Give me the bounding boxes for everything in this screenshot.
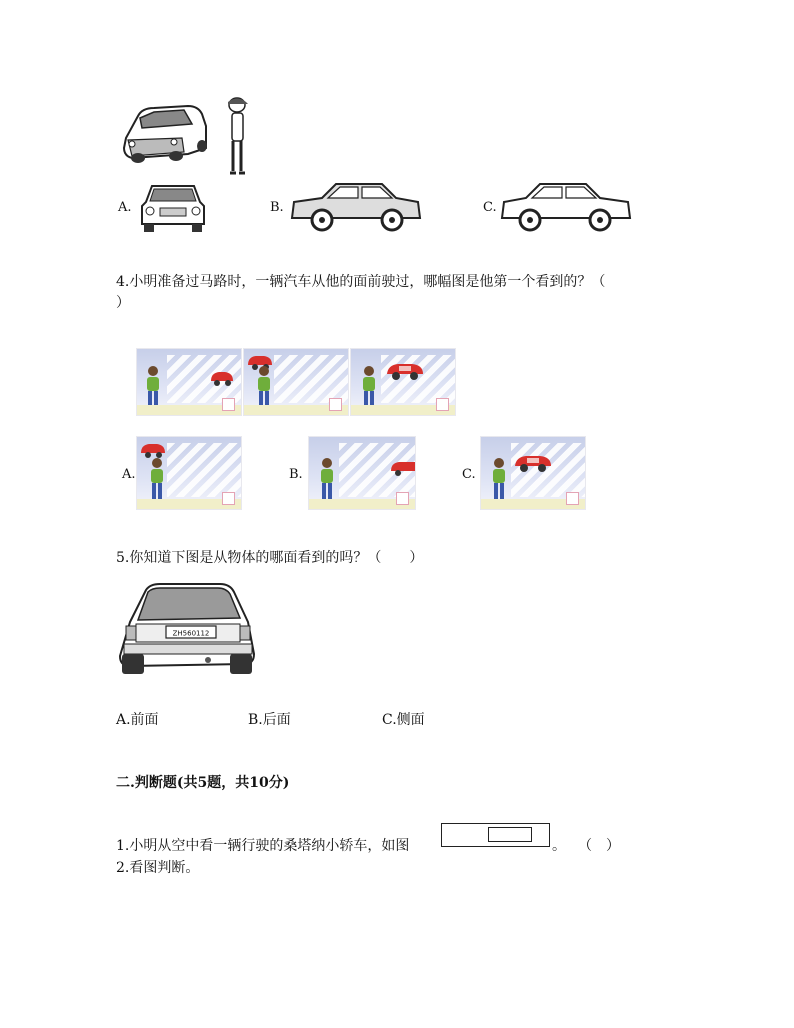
q4-sequence-scene-1 bbox=[136, 348, 242, 416]
q4-option-c-label: C. bbox=[462, 467, 476, 482]
q4-sequence-scene-2 bbox=[243, 348, 349, 416]
s2-q1-suffix: 。 bbox=[552, 838, 566, 854]
boy-icon bbox=[254, 365, 274, 409]
s2-q1-text: 1.小明从空中看一辆行驶的桑塔纳小轿车，如图 bbox=[116, 838, 410, 854]
q5-option-c[interactable]: C.侧面 bbox=[382, 712, 425, 728]
answer-box[interactable] bbox=[436, 398, 449, 411]
q5-option-b[interactable]: B.后面 bbox=[248, 712, 291, 728]
car-top-view-rect bbox=[488, 827, 532, 842]
s2-q2-text: 2.看图判断。 bbox=[116, 860, 200, 876]
q5-option-a[interactable]: A.前面 bbox=[116, 712, 159, 728]
q3-option-b-label: B. bbox=[270, 200, 284, 215]
license-plate-text: ZH560112 bbox=[172, 629, 210, 638]
red-car-icon bbox=[513, 451, 553, 473]
boy-standing-icon bbox=[222, 95, 252, 179]
q4-option-c-scene[interactable] bbox=[480, 436, 586, 510]
s2-q1-answer-bracket[interactable]: （ ） bbox=[578, 838, 620, 854]
boy-icon bbox=[489, 457, 509, 503]
answer-box[interactable] bbox=[566, 492, 579, 505]
red-car-icon bbox=[385, 359, 425, 381]
q3-option-c-figure[interactable] bbox=[500, 178, 634, 234]
answer-box[interactable] bbox=[396, 492, 409, 505]
answer-box[interactable] bbox=[329, 398, 342, 411]
q4-option-b-label: B. bbox=[289, 467, 303, 482]
q4-option-b-scene[interactable] bbox=[308, 436, 416, 510]
answer-box[interactable] bbox=[222, 492, 235, 505]
q5-question: 5.你知道下图是从物体的哪面看到的吗？（ ） bbox=[116, 550, 424, 566]
q3-boy-figure bbox=[222, 95, 252, 179]
red-car-icon bbox=[389, 459, 415, 477]
q4-question-line1: 4.小明准备过马路时，一辆汽车从他的面前驶过，哪幅图是他第一个看到的？（ bbox=[116, 274, 606, 290]
car-front-icon bbox=[138, 180, 208, 236]
boy-icon bbox=[147, 457, 167, 503]
car-rear-icon bbox=[116, 582, 258, 678]
s2-q1-topview-figure bbox=[441, 823, 550, 847]
q3-option-a-label: A. bbox=[118, 200, 132, 215]
boy-icon bbox=[143, 365, 163, 409]
q4-option-a-label: A. bbox=[122, 467, 136, 482]
q5-car-rear-figure bbox=[116, 582, 258, 678]
answer-box[interactable] bbox=[222, 398, 235, 411]
section-2-title: 二.判断题(共5题，共10分) bbox=[116, 775, 290, 791]
q3-option-b-figure[interactable] bbox=[288, 178, 424, 234]
red-car-icon bbox=[209, 369, 235, 387]
q3-option-c-label: C. bbox=[483, 200, 497, 215]
boy-icon bbox=[317, 457, 337, 503]
boy-icon bbox=[359, 365, 379, 409]
q3-option-a-figure[interactable] bbox=[138, 180, 208, 236]
q4-sequence-scene-3 bbox=[350, 348, 456, 416]
car-side-icon bbox=[500, 178, 634, 234]
q4-question-line2: ） bbox=[116, 295, 130, 311]
q4-option-a-scene[interactable] bbox=[136, 436, 242, 510]
car-side-icon bbox=[288, 178, 424, 234]
